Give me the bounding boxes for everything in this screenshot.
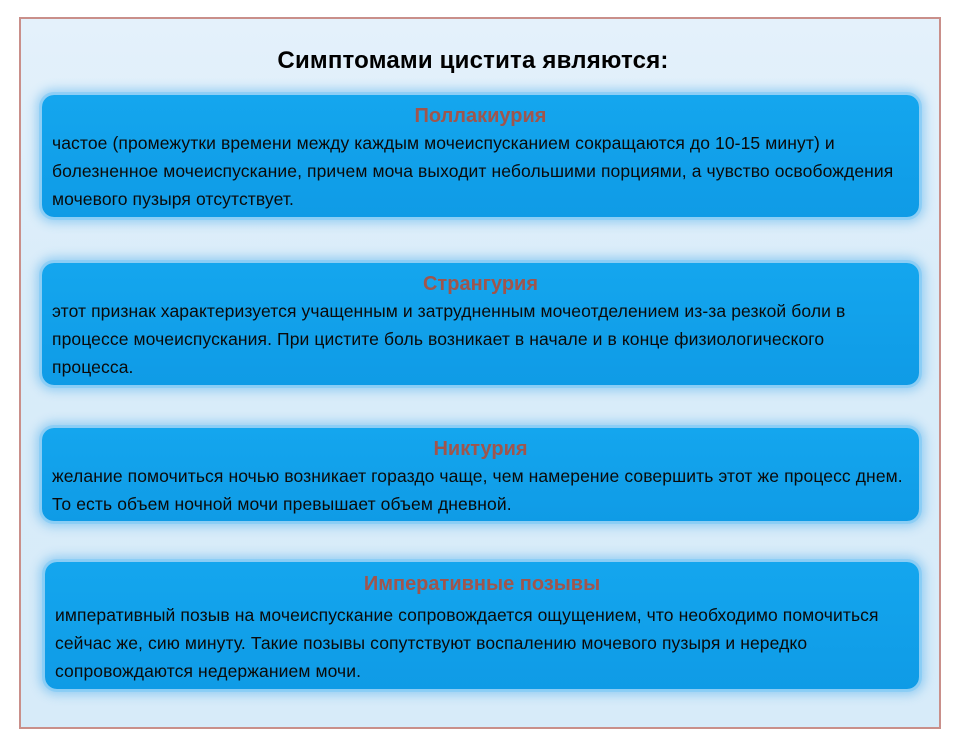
symptom-description: этот признак характеризуется учащенным и затрудненным мочеотделением из-за резкой боли в процессе мочеиспускания. При цистите боль возникает в начале и в конце физиологического процесса. [52,301,846,377]
symptom-card-pollakiuria [42,95,919,217]
symptom-heading: Императивные позывы [363,573,601,595]
symptom-heading: Странгурия [422,273,539,295]
symptom-card-imperative-urges [45,562,919,689]
slide-title: Симптомами цистита являются: [277,47,669,74]
symptom-description: желание помочиться ночью возникает гораздо чаще, чем намерение совершить этот же процесс днем. То есть объем ночной мочи превышает объем дневной. [52,466,903,514]
symptom-card-stranguria [42,263,919,385]
symptom-heading: Никтурия [433,438,528,460]
symptom-card-nocturia [42,428,919,521]
symptom-description: частое (промежутки времени между каждым мочеиспусканием сокращаются до 10-15 минут) и болезненное мочеиспускание, причем моча выходит небольшими порциями, а чувство освобождения мочевого пузыря отсутствует. [52,133,894,209]
symptom-description: императивный позыв на мочеиспускание сопровождается ощущением, что необходимо помочиться сейчас же, сию минуту. Такие позывы сопутствуют воспалению мочевого пузыря и нередко сопровождаются недержанием мочи. [55,605,879,681]
symptom-heading: Поллакиурия [414,105,547,127]
